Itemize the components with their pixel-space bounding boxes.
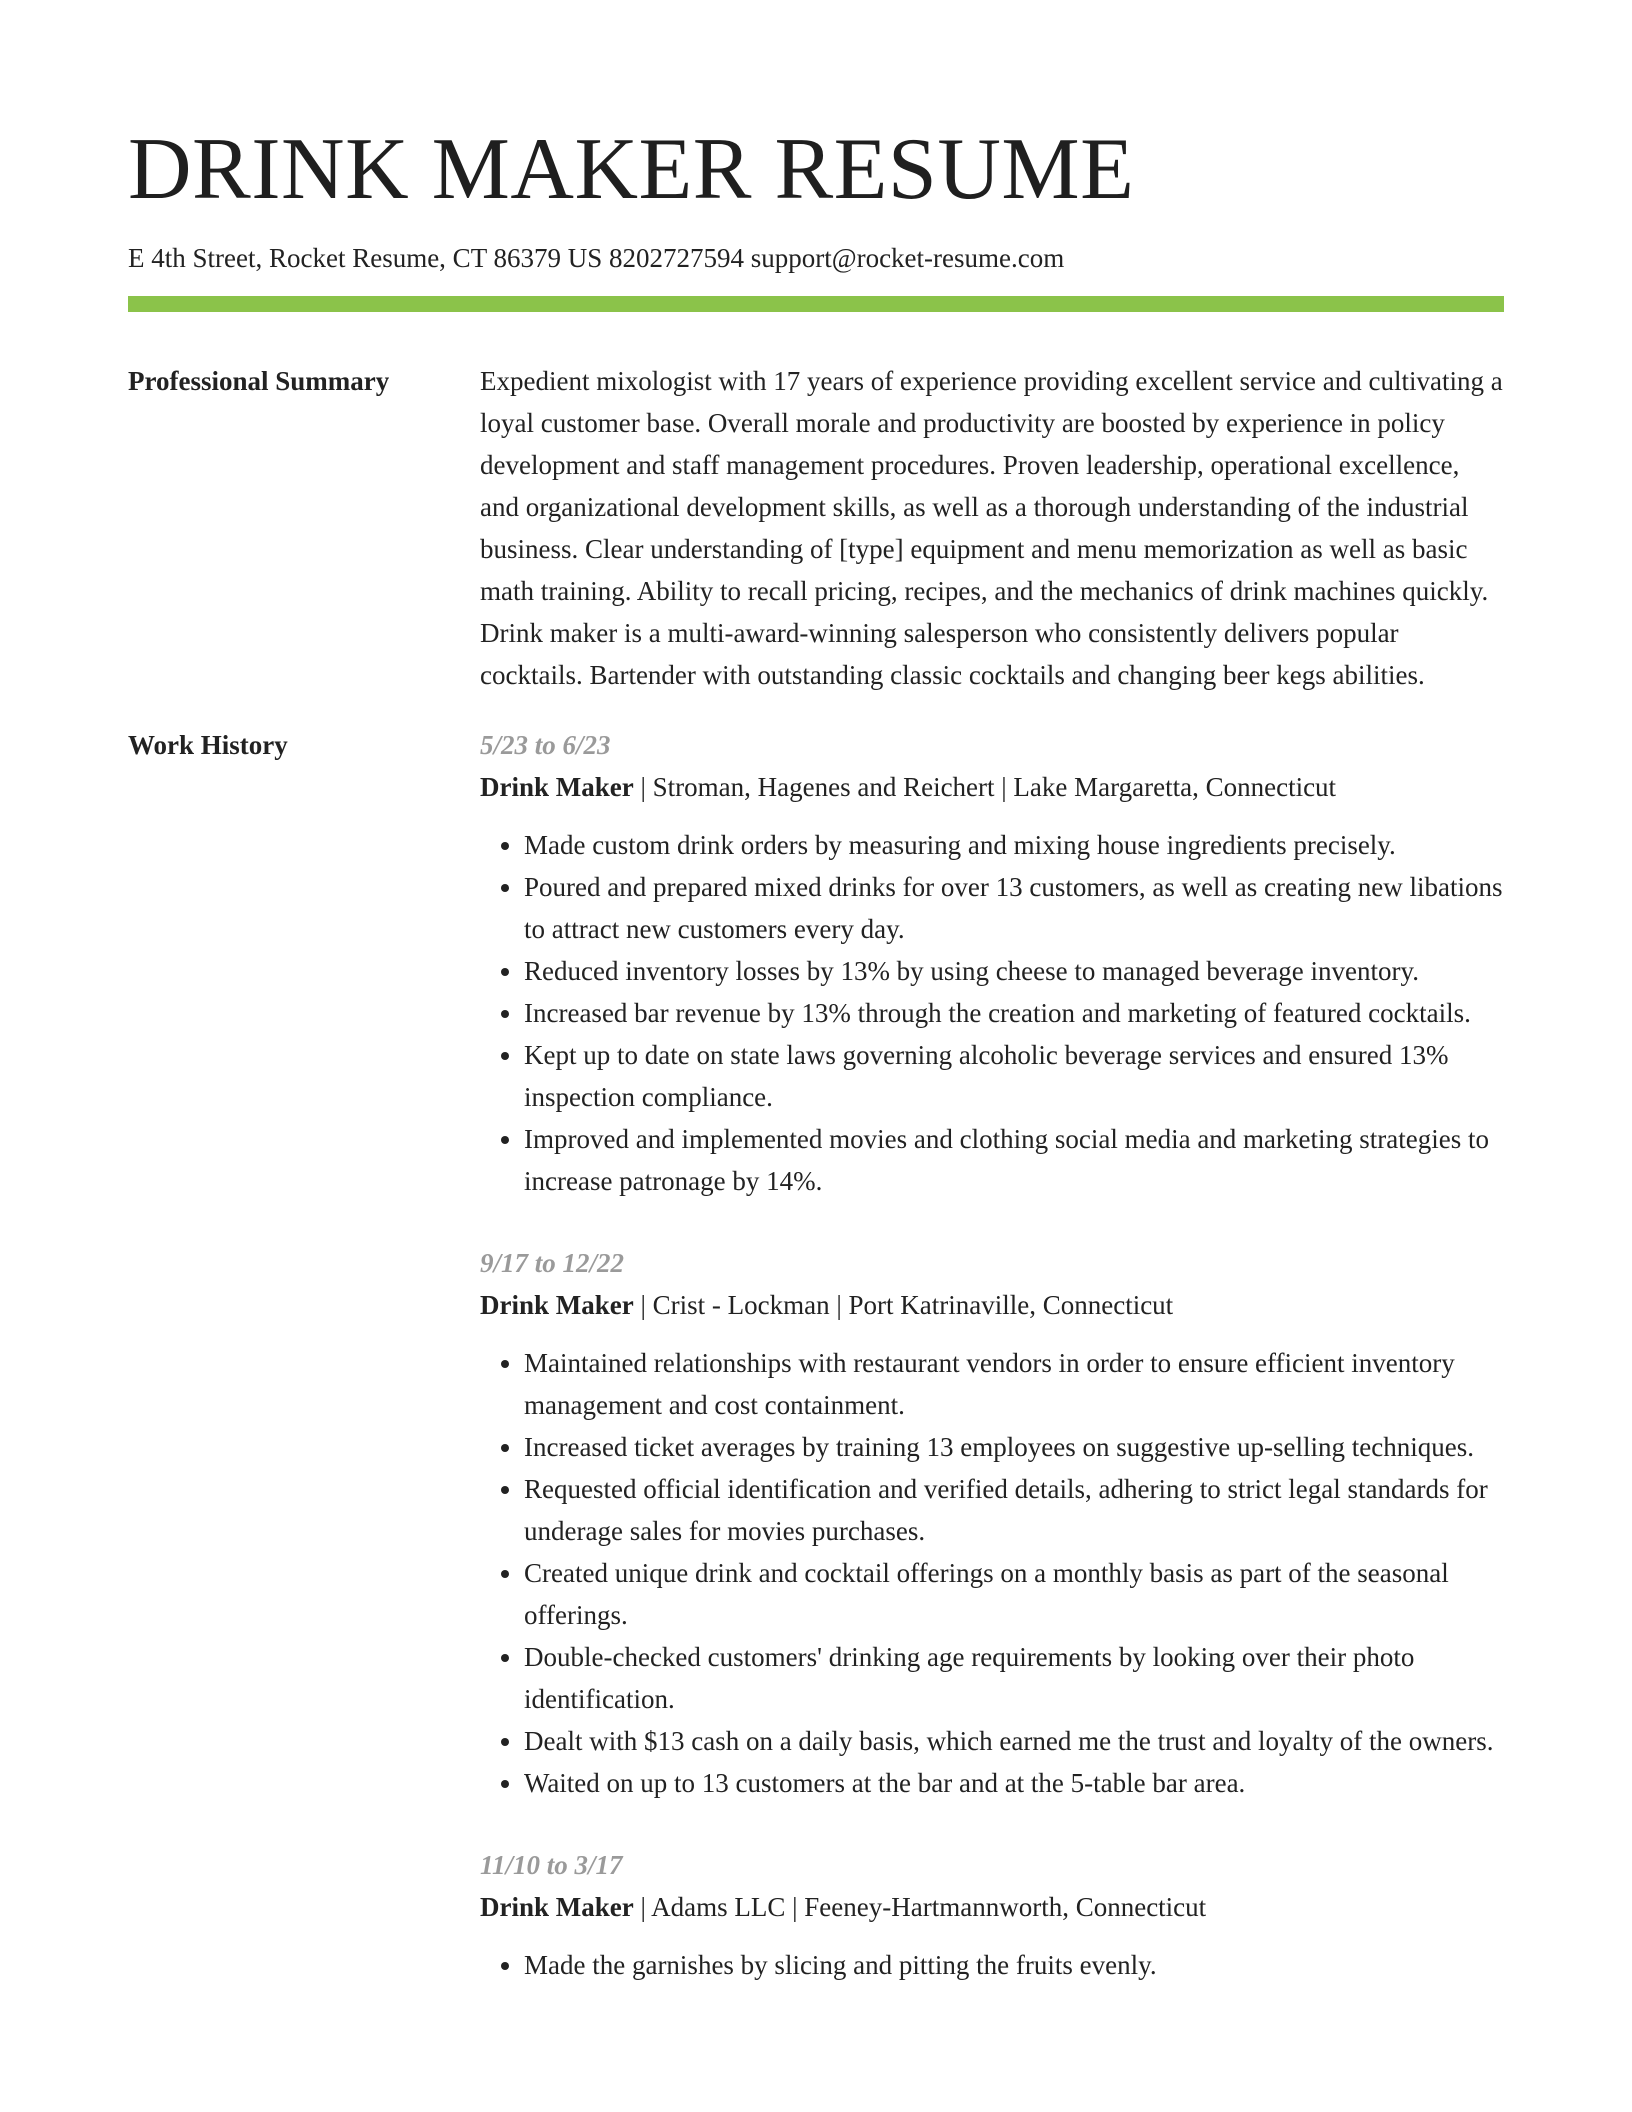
summary-text: Expedient mixologist with 17 years of experience providing excellent service and cultivating a loyal customer base. Overall morale and productivity are boosted by experience in policy development and staff management procedures. Proven leadership, operational excellence, and organizational development skills, as well as a thorough understanding of the industrial business. Clear understanding of [type] equipment and menu memorization as well as basic math training. Ability to recall pricing, recipes, and the mechanics of drink machines quickly. Drink maker is a multi-award-winning salesperson who consistently delivers popular cocktails. Bartender with outstanding classic cocktails and changing beer kegs abilities. [480, 366, 1503, 690]
job-bullet: • Created unique drink and cocktail offerings on a monthly basis as part of the seasonal offerings. [524, 1552, 1504, 1636]
resume-page [128, 112, 1504, 2026]
job-dates: 9/17 to 12/22 [480, 1248, 625, 1278]
job-bullet: • Kept up to date on state laws governing alcoholic beverage services and ensured 13% inspection compliance. [524, 1034, 1504, 1118]
job-bullet: • Dealt with $13 cash on a daily basis, which earned me the trust and loyalty of the owners. [524, 1720, 1504, 1762]
job-employer-location: | Adams LLC | Feeney-Hartmannworth, Connecticut [633, 1892, 1207, 1922]
job-heading [480, 1886, 1504, 1928]
job-bullet: • Maintained relationships with restaurant vendors in order to ensure efficient inventory management and cost containment. [524, 1342, 1504, 1426]
job-title: Drink Maker [480, 1290, 634, 1320]
job-bullet: • Made the garnishes by slicing and pitting the fruits evenly. [524, 1944, 1504, 1986]
job-bullet-list [480, 1342, 1504, 1804]
section-label-work-history: Work History [128, 730, 288, 760]
job-employer-location: | Crist - Lockman | Port Katrinaville, Connecticut [633, 1290, 1174, 1320]
job-heading [480, 1284, 1504, 1326]
resume-title: DRINK MAKER RESUME [128, 121, 1135, 218]
job-bullet: • Made custom drink orders by measuring and mixing house ingredients precisely. [524, 824, 1504, 866]
job-bullet: • Double-checked customers' drinking age requirements by looking over their photo identification. [524, 1636, 1504, 1720]
job-bullet-list [480, 824, 1504, 1202]
job-entry [480, 1242, 1504, 1804]
job-dates: 11/10 to 3/17 [480, 1850, 623, 1880]
job-bullet: • Waited on up to 13 customers at the bar and at the 5-table bar area. [524, 1762, 1504, 1804]
job-entry [480, 724, 1504, 1202]
job-bullet: • Increased bar revenue by 13% through the creation and marketing of featured cocktails. [524, 992, 1504, 1034]
job-bullet: • Poured and prepared mixed drinks for over 13 customers, as well as creating new libations to attract new customers every day. [524, 866, 1504, 950]
job-employer-location: | Stroman, Hagenes and Reichert | Lake Margaretta, Connecticut [633, 772, 1337, 802]
job-bullet: • Improved and implemented movies and clothing social media and marketing strategies to increase patronage by 14%. [524, 1118, 1504, 1202]
job-heading [480, 766, 1504, 808]
job-bullet: • Reduced inventory losses by 13% by using cheese to managed beverage inventory. [524, 950, 1504, 992]
job-bullet: • Requested official identification and verified details, adhering to strict legal standards for underage sales for movies purchases. [524, 1468, 1504, 1552]
summary-body [480, 360, 1504, 696]
job-bullet-list [480, 1944, 1504, 1986]
work-history-section [128, 724, 1504, 2026]
job-dates: 5/23 to 6/23 [480, 730, 611, 760]
professional-summary-section [128, 360, 1504, 696]
job-title: Drink Maker [480, 1892, 634, 1922]
job-entry [480, 1844, 1504, 1986]
accent-rule [128, 296, 1504, 312]
job-bullet: • Increased ticket averages by training 13 employees on suggestive up-selling techniques. [524, 1426, 1504, 1468]
contact-line: E 4th Street, Rocket Resume, CT 86379 US 8202727594 support@rocket-resume.com [128, 243, 1065, 273]
work-history-list [480, 724, 1504, 2026]
job-title: Drink Maker [480, 772, 634, 802]
section-label-professional-summary: Professional Summary [128, 366, 390, 396]
